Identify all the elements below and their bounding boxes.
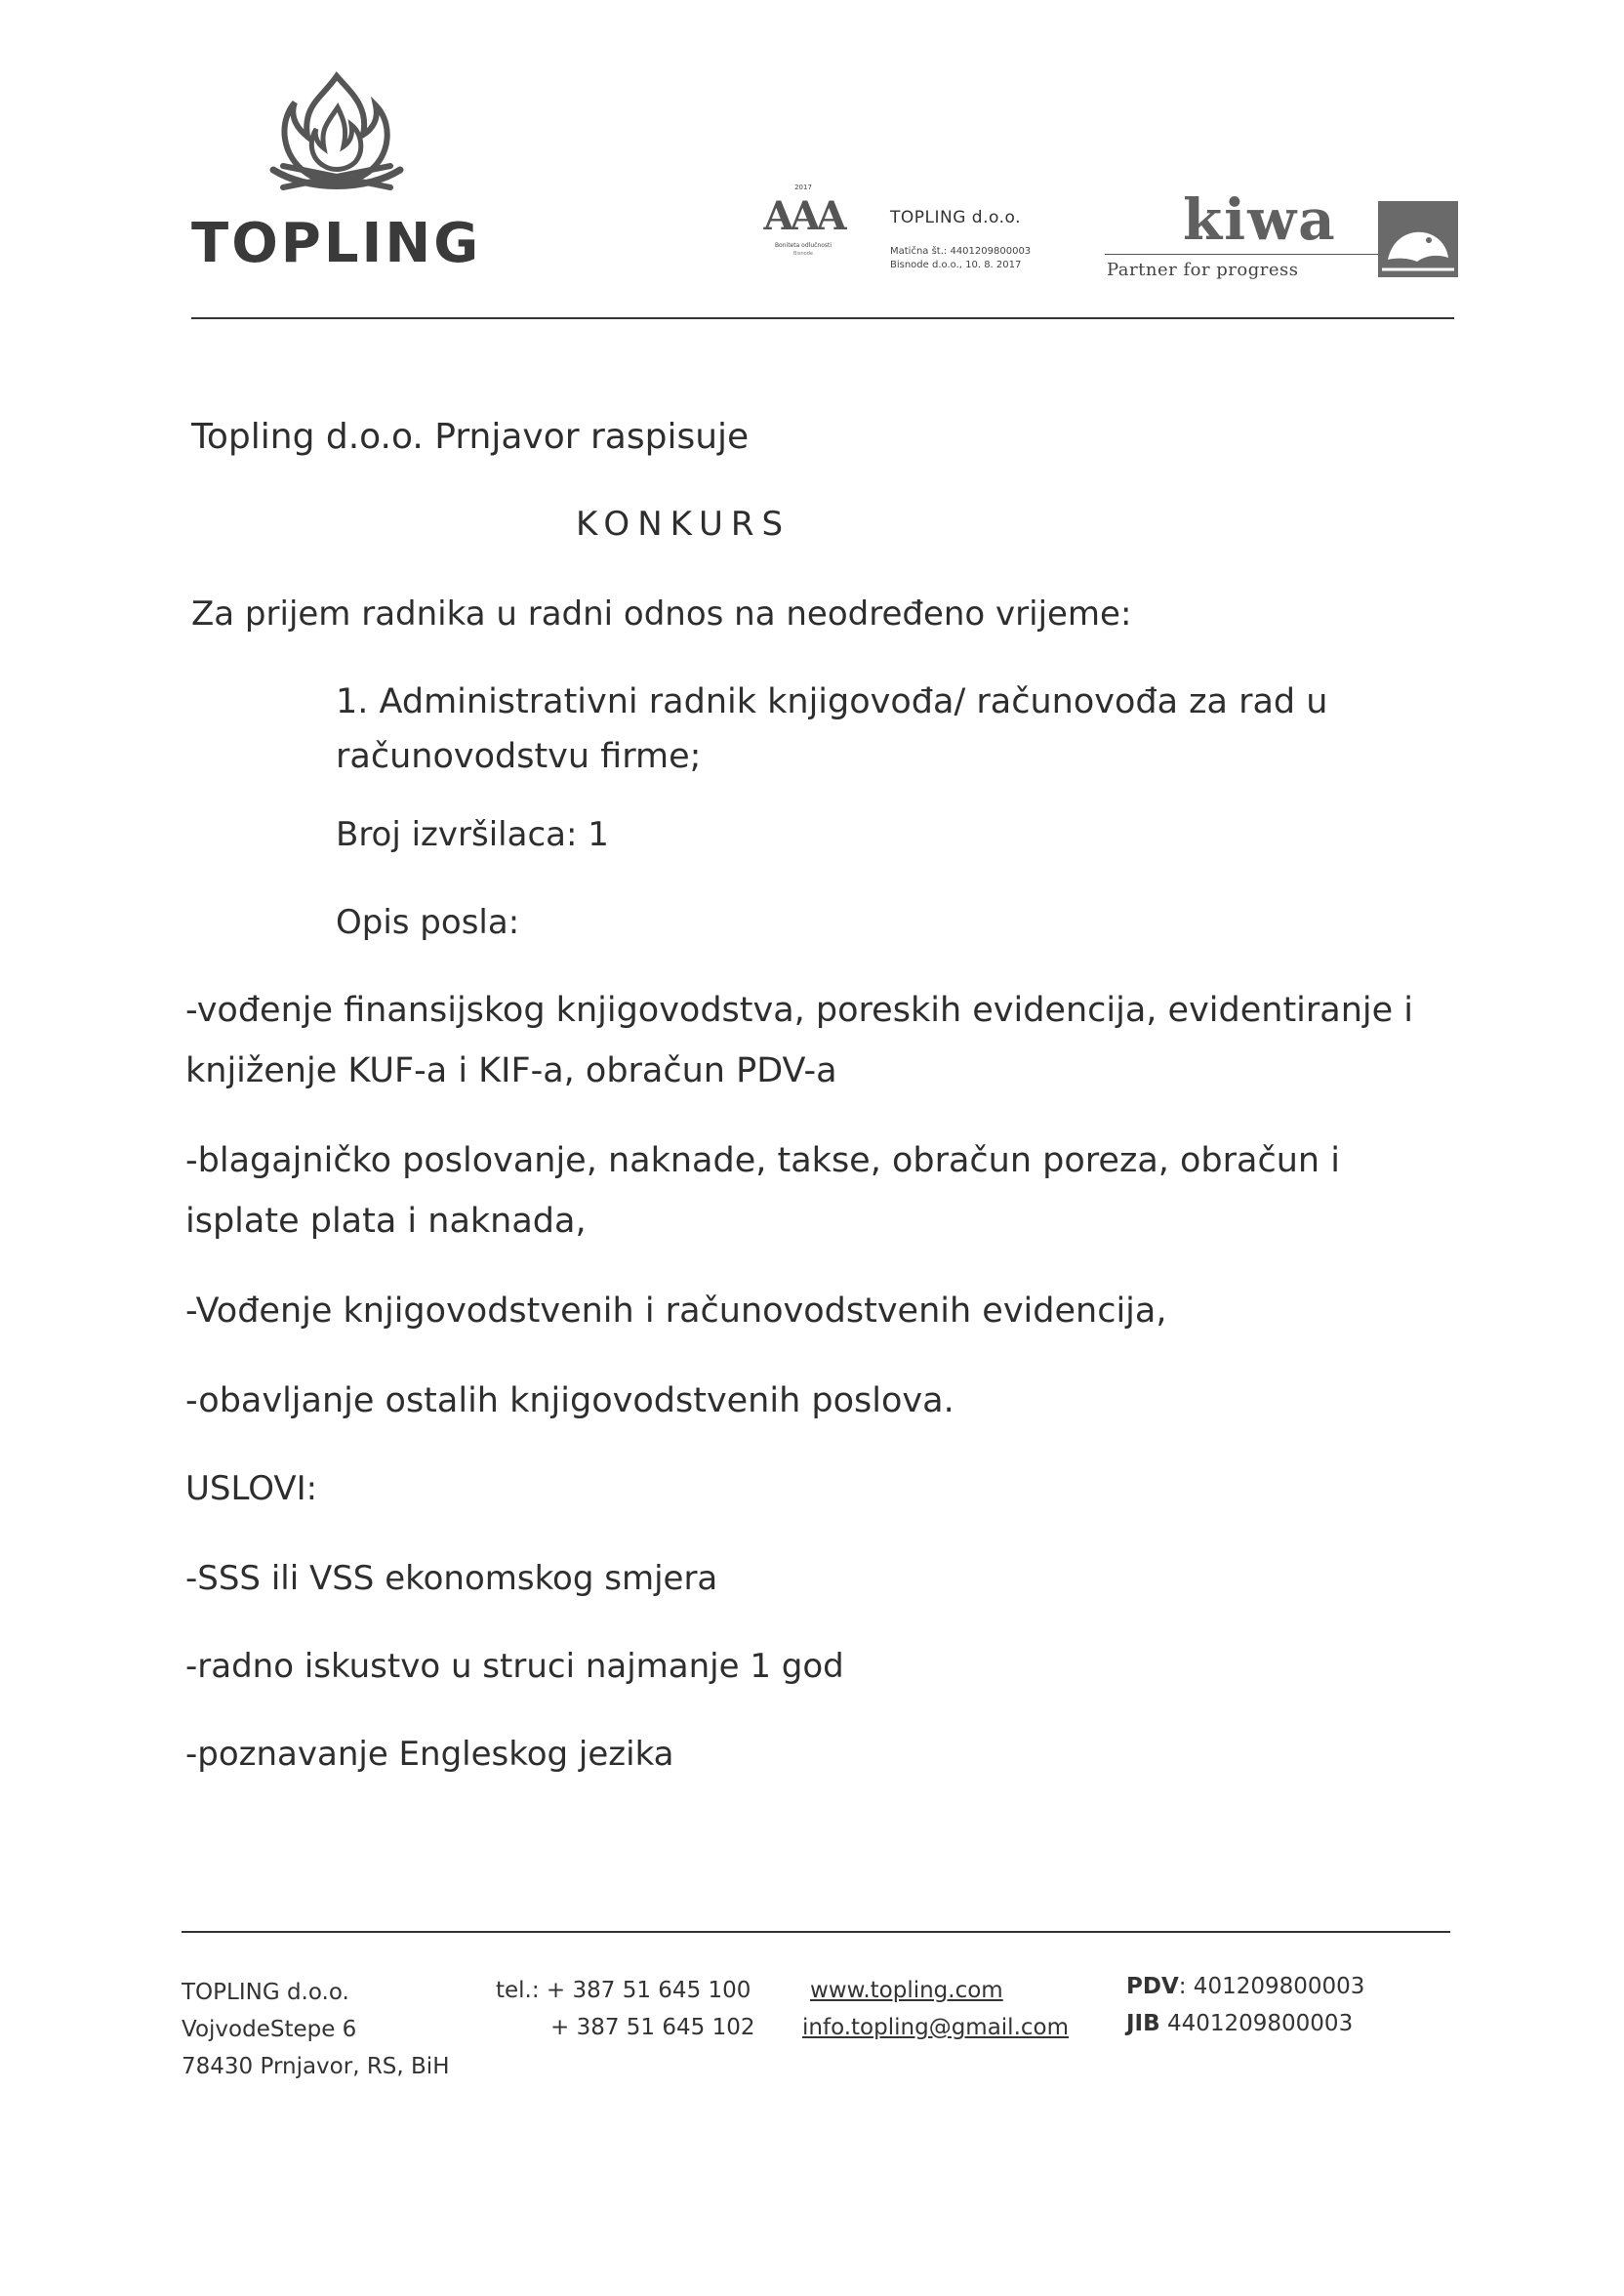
position-title-line1: 1. Administrativni radnik knjigovođa/ računovođa za rad u (336, 682, 1328, 721)
workers-count: Broj izvršilaca: 1 (336, 815, 609, 854)
condition-2: -radno iskustvo u struci najmanje 1 god (185, 1647, 844, 1686)
conditions-heading: USLOVI: (185, 1469, 318, 1508)
header-company-name: TOPLING d.o.o. (890, 208, 1022, 227)
footer-jib-label: JIB (1126, 2011, 1160, 2036)
footer-pdv-value: : 401209800003 (1178, 1974, 1365, 1999)
footer-company-name: TOPLING d.o.o. (182, 1980, 349, 2005)
aaa-badge-caption: Boniteta odlučnosti (774, 242, 832, 249)
aaa-badge-mark: AAA (763, 193, 843, 239)
document-title: KONKURS (576, 505, 792, 544)
duty-1-line2: knjiženje KUF-a i KIF-a, obračun PDV-a (185, 1051, 837, 1090)
footer-email-link[interactable]: info.topling@gmail.com (802, 2015, 1070, 2040)
duty-4: -obavljanje ostalih knjigovodstvenih poslova. (185, 1381, 954, 1420)
footer-pdv-label: PDV (1126, 1974, 1179, 1999)
footer-phone-2: + 387 51 645 102 (550, 2015, 755, 2040)
condition-1: -SSS ili VSS ekonomskog smjera (185, 1559, 718, 1598)
document-subtitle: Za prijem radnika u radni odnos na neodređeno vrijeme: (191, 594, 1132, 634)
header-bisnode-date: Bisnode d.o.o., 10. 8. 2017 (890, 260, 1022, 270)
duty-1-line1: -vođenje finansijskog knjigovodstva, poreskih evidencija, evidentiranje i (185, 991, 1414, 1030)
kiwa-logo: kiwa (1183, 186, 1337, 253)
job-description-heading: Opis posla: (336, 903, 520, 942)
brand-name: TOPLING (191, 212, 482, 275)
footer-website-link[interactable]: www.topling.com (810, 1978, 1003, 2003)
footer-jib-number (1126, 2013, 1353, 2035)
header-registration-number: Matična št.: 4401209800003 (890, 246, 1032, 257)
aaa-badge-year: 2017 (794, 184, 812, 191)
kiwa-beaver-icon (1378, 201, 1458, 277)
footer-pdv-number (1126, 1976, 1364, 1998)
header-divider (191, 317, 1454, 319)
condition-3: -poznavanje Engleskog jezika (185, 1735, 674, 1774)
duty-3: -Vođenje knjigovodstvenih i računovodstvenih evidencija, (185, 1292, 1167, 1331)
topling-flame-logo-icon (254, 68, 420, 215)
kiwa-tagline-rule (1105, 254, 1378, 255)
aaa-badge-subcaption: Bisnode (793, 251, 813, 257)
duty-2-line2: isplate plata i naknada, (185, 1202, 587, 1241)
footer-divider (182, 1931, 1450, 1933)
aaa-credit-badge (740, 184, 867, 262)
footer-street-address: VojvodeStepe 6 (182, 2017, 357, 2042)
duty-2-line1: -blagajničko poslovanje, naknade, takse, obračun poreza, obračun i (185, 1141, 1340, 1180)
kiwa-tagline: Partner for progress (1107, 260, 1299, 280)
footer-jib-value: 4401209800003 (1159, 2011, 1354, 2036)
footer-city-address: 78430 Prnjavor, RS, BiH (182, 2054, 450, 2079)
position-title-line2: računovodstvu firme; (336, 737, 702, 776)
intro-line: Topling d.o.o. Prnjavor raspisuje (191, 417, 750, 457)
footer-phone-1: tel.: + 387 51 645 100 (496, 1978, 751, 2003)
